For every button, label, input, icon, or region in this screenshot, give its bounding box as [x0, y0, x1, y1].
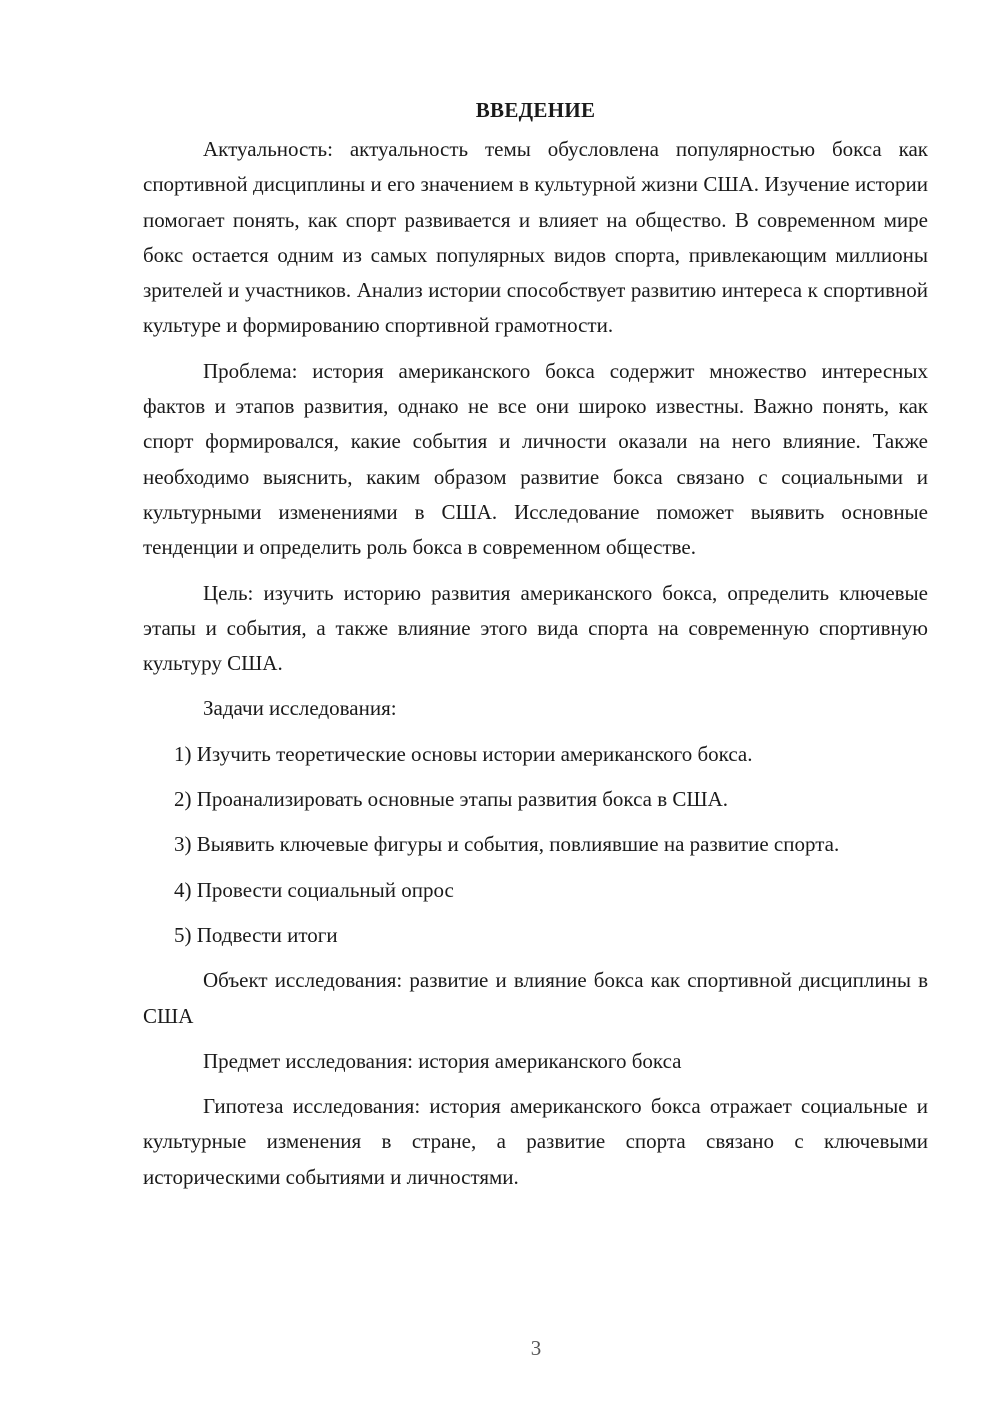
goal-paragraph: Цель: изучить историю развития американского бокса, определить ключевые этапы и события, а также влияние этого вида спорта на современную спортивную культуру США.	[143, 580, 928, 676]
section-title: ВВЕДЕНИЕ	[475, 98, 596, 122]
task-item-2: 2) Проанализировать основные этапы развития бокса в США.	[174, 787, 729, 812]
page-number: 3	[530, 1336, 542, 1360]
task-item-3: 3) Выявить ключевые фигуры и события, повлиявшие на развитие спорта.	[174, 832, 840, 857]
task-item-5: 5) Подвести итоги	[174, 922, 338, 947]
object-paragraph: Объект исследования: развитие и влияние бокса как спортивной дисциплины в США	[143, 968, 928, 1028]
problem-paragraph: Проблема: история американского бокса содержит множество интересных фактов и этапов развития, однако не все они широко известны. Важно понять, как спорт формировался, какие события и личности оказали на него влияние. Также необходимо выяснить, каким образом развитие бокса связано с социальными и культурными изменениями в США. Исследование поможет выявить основные тенденции и определить роль бокса в современном обществе.	[143, 358, 928, 560]
subject-paragraph: Предмет исследования: история американского бокса	[203, 1048, 682, 1073]
task-item-1: 1) Изучить теоретические основы истории американского бокса.	[174, 741, 753, 766]
document-page	[143, 92, 928, 1205]
hypothesis-paragraph: Гипотеза исследования: история американского бокса отражает социальные и культурные изменения в стране, а развитие спорта связано с ключевыми историческими событиями и личностями.	[143, 1094, 928, 1189]
task-item-4: 4) Провести социальный опрос	[174, 877, 454, 902]
relevance-paragraph: Актуальность: актуальность темы обусловлена популярностью бокса как спортивной дисциплины и его значением в культурной жизни США. Изучение истории помогает понять, как спорт развивается и влияет на общество. В современном мире бокс остается одним из самых популярных видов спорта, привлекающим миллионы зрителей и участников. Анализ истории способствует развитию интереса к спортивной культуре и формированию спортивной грамотности.	[143, 137, 928, 338]
tasks-heading: Задачи исследования:	[203, 696, 397, 721]
